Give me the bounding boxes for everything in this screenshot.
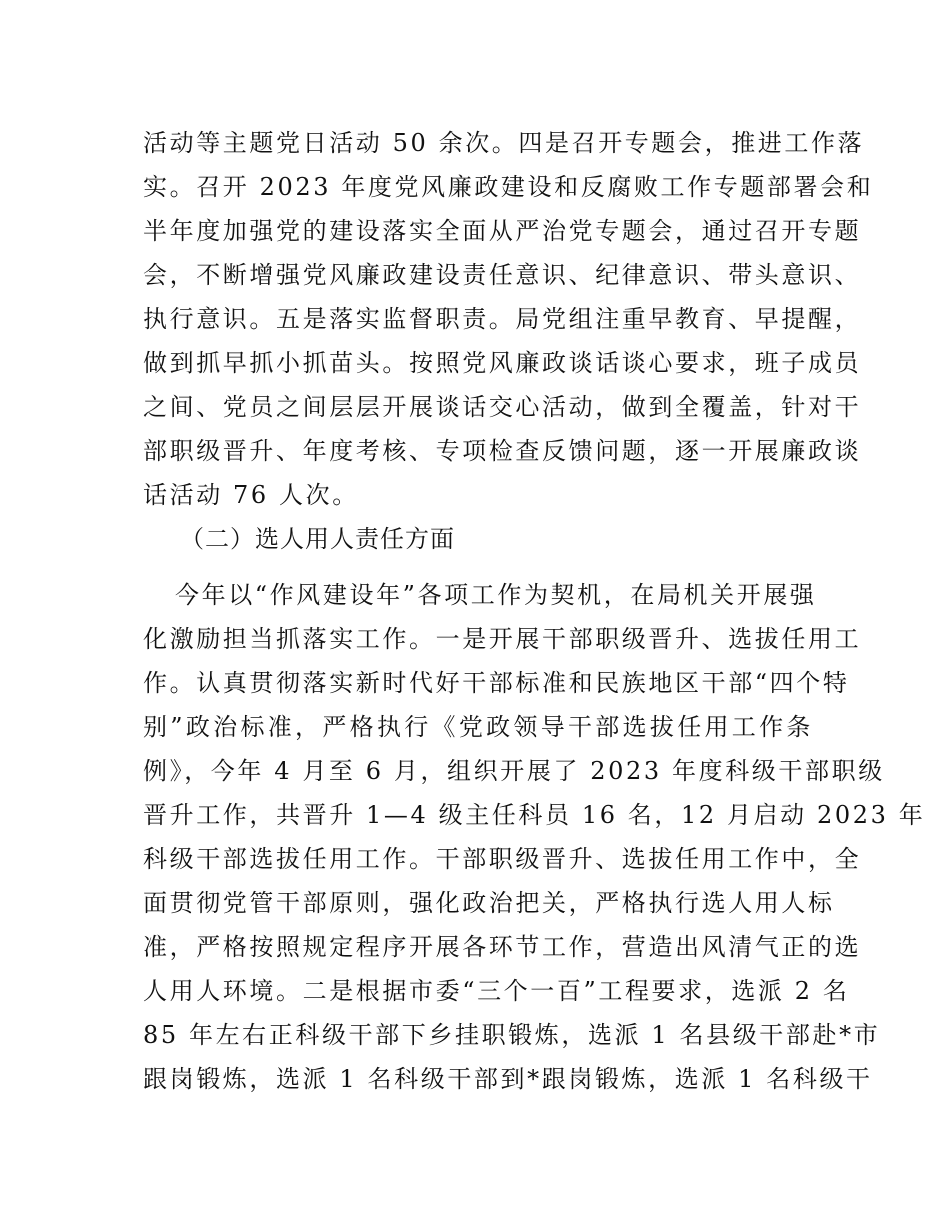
paragraph-line: 准，严格按照规定程序开展各环节工作，营造出风清气正的选	[143, 933, 862, 961]
paragraph-line: 活动等主题党日活动 50 余次。四是召开专题会，推进工作落	[143, 129, 865, 157]
paragraph-line: 例》，今年 4 月至 6 月，组织开展了 2023 年度科级干部职级	[143, 757, 885, 785]
paragraph-line: 做到抓早抓小抓苗头。按照党风廉政谈话谈心要求，班子成员	[143, 349, 862, 377]
paragraph-line: 会，不断增强党风廉政建设责任意识、纪律意识、带头意识、	[143, 261, 862, 289]
paragraph-line: 半年度加强党的建设落实全面从严治党专题会，通过召开专题	[143, 217, 862, 245]
paragraph-line: 面贯彻党管干部原则，强化政治把关，严格执行选人用人标	[143, 889, 835, 917]
paragraph-line: 今年以“作风建设年”各项工作为契机，在局机关开展强	[175, 581, 817, 609]
paragraph-line: 话活动 76 人次。	[143, 481, 359, 509]
paragraph-line: 人用人环境。二是根据市委“三个一百”工程要求，选派 2 名	[143, 977, 850, 1005]
paragraph-line: 晋升工作，共晋升 1—4 级主任科员 16 名，12 月启动 2023 年	[143, 801, 926, 829]
paragraph-line: 部职级晋升、年度考核、专项检查反馈问题，逐一开展廉政谈	[143, 437, 862, 465]
paragraph-line: 跟岗锻炼，选派 1 名科级干部到*跟岗锻炼，选派 1 名科级干	[143, 1065, 873, 1093]
paragraph-line: 实。召开 2023 年度党风廉政建设和反腐败工作专题部署会和	[143, 173, 874, 201]
paragraph-line: 之间、党员之间层层开展谈话交心活动，做到全覆盖，针对干	[143, 393, 862, 421]
paragraph-line: 85 年左右正科级干部下乡挂职锻炼，选派 1 名县级干部赴*市	[143, 1021, 881, 1049]
paragraph-line: 作。认真贯彻落实新时代好干部标准和民族地区干部“四个特	[143, 669, 850, 697]
paragraph-line: 执行意识。五是落实监督职责。局党组注重早教育、早提醒，	[143, 305, 862, 333]
section-heading: （二）选人用人责任方面	[180, 525, 455, 553]
paragraph-line: 化激励担当抓落实工作。一是开展干部职级晋升、选拔任用工	[143, 625, 862, 653]
paragraph-line: 别”政治标准，严格执行《党政领导干部选拔任用工作条	[143, 713, 813, 741]
paragraph-line: 科级干部选拔任用工作。干部职级晋升、选拔任用工作中，全	[143, 845, 862, 873]
